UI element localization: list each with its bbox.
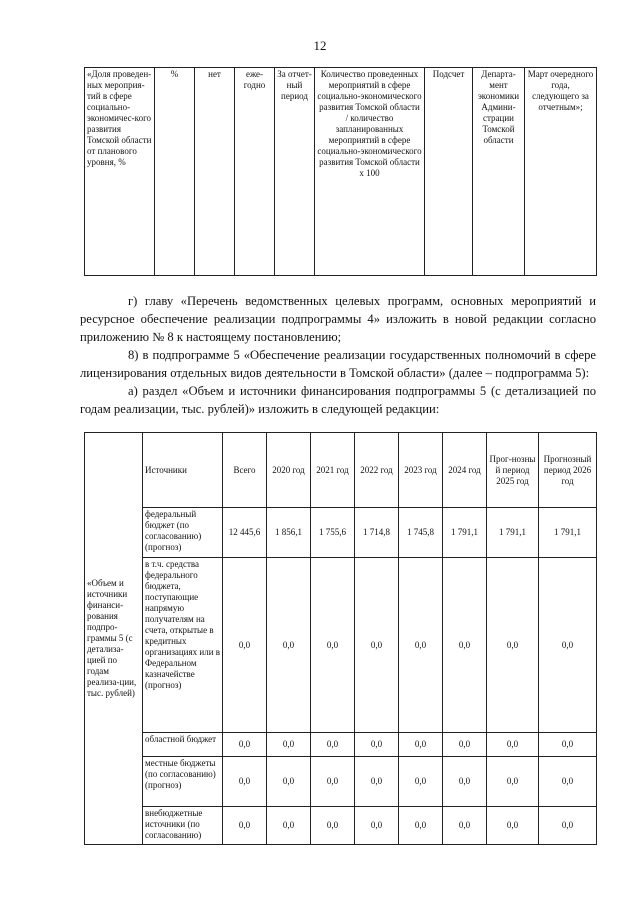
value-cell: 1 791,1 xyxy=(487,508,539,558)
value-cell: 0,0 xyxy=(223,558,267,733)
source-cell: внебюджетные источники (по согласованию) xyxy=(143,807,223,845)
value-cell: 0,0 xyxy=(267,807,311,845)
paragraph-a xyxy=(80,382,596,418)
table-row xyxy=(85,757,597,807)
source-cell: в т.ч. средства федерального бюджета, поступающие напрямую получателям на счета, открытые в кредитных организациях или в Федеральном казначействе (прогноз) xyxy=(143,558,223,733)
value-cell: 0,0 xyxy=(399,733,443,757)
value-cell: 0,0 xyxy=(487,807,539,845)
financing-table xyxy=(84,432,597,845)
value-cell: 0,0 xyxy=(539,807,597,845)
value-cell: 0,0 xyxy=(223,807,267,845)
value-cell: 0,0 xyxy=(443,757,487,807)
value-cell: 0,0 xyxy=(223,757,267,807)
table-row xyxy=(85,807,597,845)
value-cell: 1 791,1 xyxy=(539,508,597,558)
paragraph-8-text: 8) в подпрограмме 5 «Обеспечение реализации государственных полномочий в сфере лицензирования отдельных видов деятельности в Томской области» (далее – подпрограмма 5): xyxy=(80,348,596,380)
table-row xyxy=(85,733,597,757)
header-2023: 2023 год xyxy=(399,433,443,508)
source-cell: местные бюджеты (по согласованию) (прогноз) xyxy=(143,757,223,807)
value-cell: 0,0 xyxy=(443,558,487,733)
value-cell: 0,0 xyxy=(311,757,355,807)
unit-cell: % xyxy=(155,68,195,276)
value-cell: 1 745,8 xyxy=(399,508,443,558)
indicator-table xyxy=(84,67,597,276)
value-cell: 0,0 xyxy=(399,558,443,733)
value-cell: 0,0 xyxy=(311,733,355,757)
header-total: Всего xyxy=(223,433,267,508)
value-cell: 0,0 xyxy=(399,807,443,845)
value-cell: 1 856,1 xyxy=(267,508,311,558)
value-cell: 0,0 xyxy=(487,757,539,807)
value-cell: 1 714,8 xyxy=(355,508,399,558)
value-cell: 0,0 xyxy=(311,558,355,733)
time-characteristic-cell: За отчет-ный период xyxy=(275,68,315,276)
value-cell: 0,0 xyxy=(539,757,597,807)
value-cell: 0,0 xyxy=(267,733,311,757)
value-cell: 0,0 xyxy=(355,558,399,733)
value-cell: 1 791,1 xyxy=(443,508,487,558)
table-row xyxy=(85,558,597,733)
responsible-cell: Департа-мент экономики Админи-страции Томской области xyxy=(473,68,525,276)
value-cell: 0,0 xyxy=(267,757,311,807)
table-row xyxy=(85,508,597,558)
value-cell: 0,0 xyxy=(443,733,487,757)
header-2025: Прог-нозны й период 2025 год xyxy=(487,433,539,508)
header-2026: Прогнозный период 2026 год xyxy=(539,433,597,508)
value-cell: 0,0 xyxy=(399,757,443,807)
value-cell: 0,0 xyxy=(539,733,597,757)
method-cell: Подсчет xyxy=(425,68,473,276)
value-cell: 0,0 xyxy=(487,558,539,733)
value-cell: 0,0 xyxy=(355,757,399,807)
source-cell: областной бюджет xyxy=(143,733,223,757)
source-cell: федеральный бюджет (по согласованию) (прогноз) xyxy=(143,508,223,558)
formula-cell: Количество проведенных мероприятий в сфере социально-экономического развития Томской области / количество запланированных мероприятий в сфере социально-экономического развития Томской области x 100 xyxy=(315,68,425,276)
frequency-cell: еже-годно xyxy=(235,68,275,276)
row-label-cell: «Объем и источники финанси-рования подпро-граммы 5 (с детализа-цией по годам реализа-ции, тыс. рублей) xyxy=(85,433,143,845)
value-cell: 0,0 xyxy=(355,733,399,757)
header-2020: 2020 год xyxy=(267,433,311,508)
header-2021: 2021 год xyxy=(311,433,355,508)
value-cell: 0,0 xyxy=(539,558,597,733)
value-cell: 1 755,6 xyxy=(311,508,355,558)
header-sources: Источники xyxy=(143,433,223,508)
state-program-flag-cell: нет xyxy=(195,68,235,276)
value-cell: 0,0 xyxy=(311,807,355,845)
indicator-name-cell: «Доля проведен-ных мероприя-тий в сфере социально-экономичес-кого развития Томской области от планового уровня, % xyxy=(85,68,155,276)
header-2024: 2024 год xyxy=(443,433,487,508)
value-cell: 0,0 xyxy=(443,807,487,845)
value-cell: 0,0 xyxy=(223,733,267,757)
page-number: 12 xyxy=(313,38,327,53)
value-cell: 0,0 xyxy=(267,558,311,733)
paragraph-g xyxy=(80,292,596,346)
paragraph-8 xyxy=(80,346,596,382)
header-2022: 2022 год xyxy=(355,433,399,508)
deadline-cell: Март очередного года, следующего за отчетным»; xyxy=(525,68,597,276)
value-cell: 0,0 xyxy=(355,807,399,845)
paragraph-a-text: а) раздел «Объем и источники финансирования подпрограммы 5 (с детализацией по годам реализации, тыс. рублей)» изложить в следующей редакции: xyxy=(80,384,596,416)
value-cell: 12 445,6 xyxy=(223,508,267,558)
value-cell: 0,0 xyxy=(487,733,539,757)
paragraph-g-text: г) главу «Перечень ведомственных целевых программ, основных мероприятий и ресурсное обеспечение реализации подпрограммы 4» изложить в новой редакции согласно приложению № 8 к настоящему постановлению; xyxy=(80,294,596,344)
